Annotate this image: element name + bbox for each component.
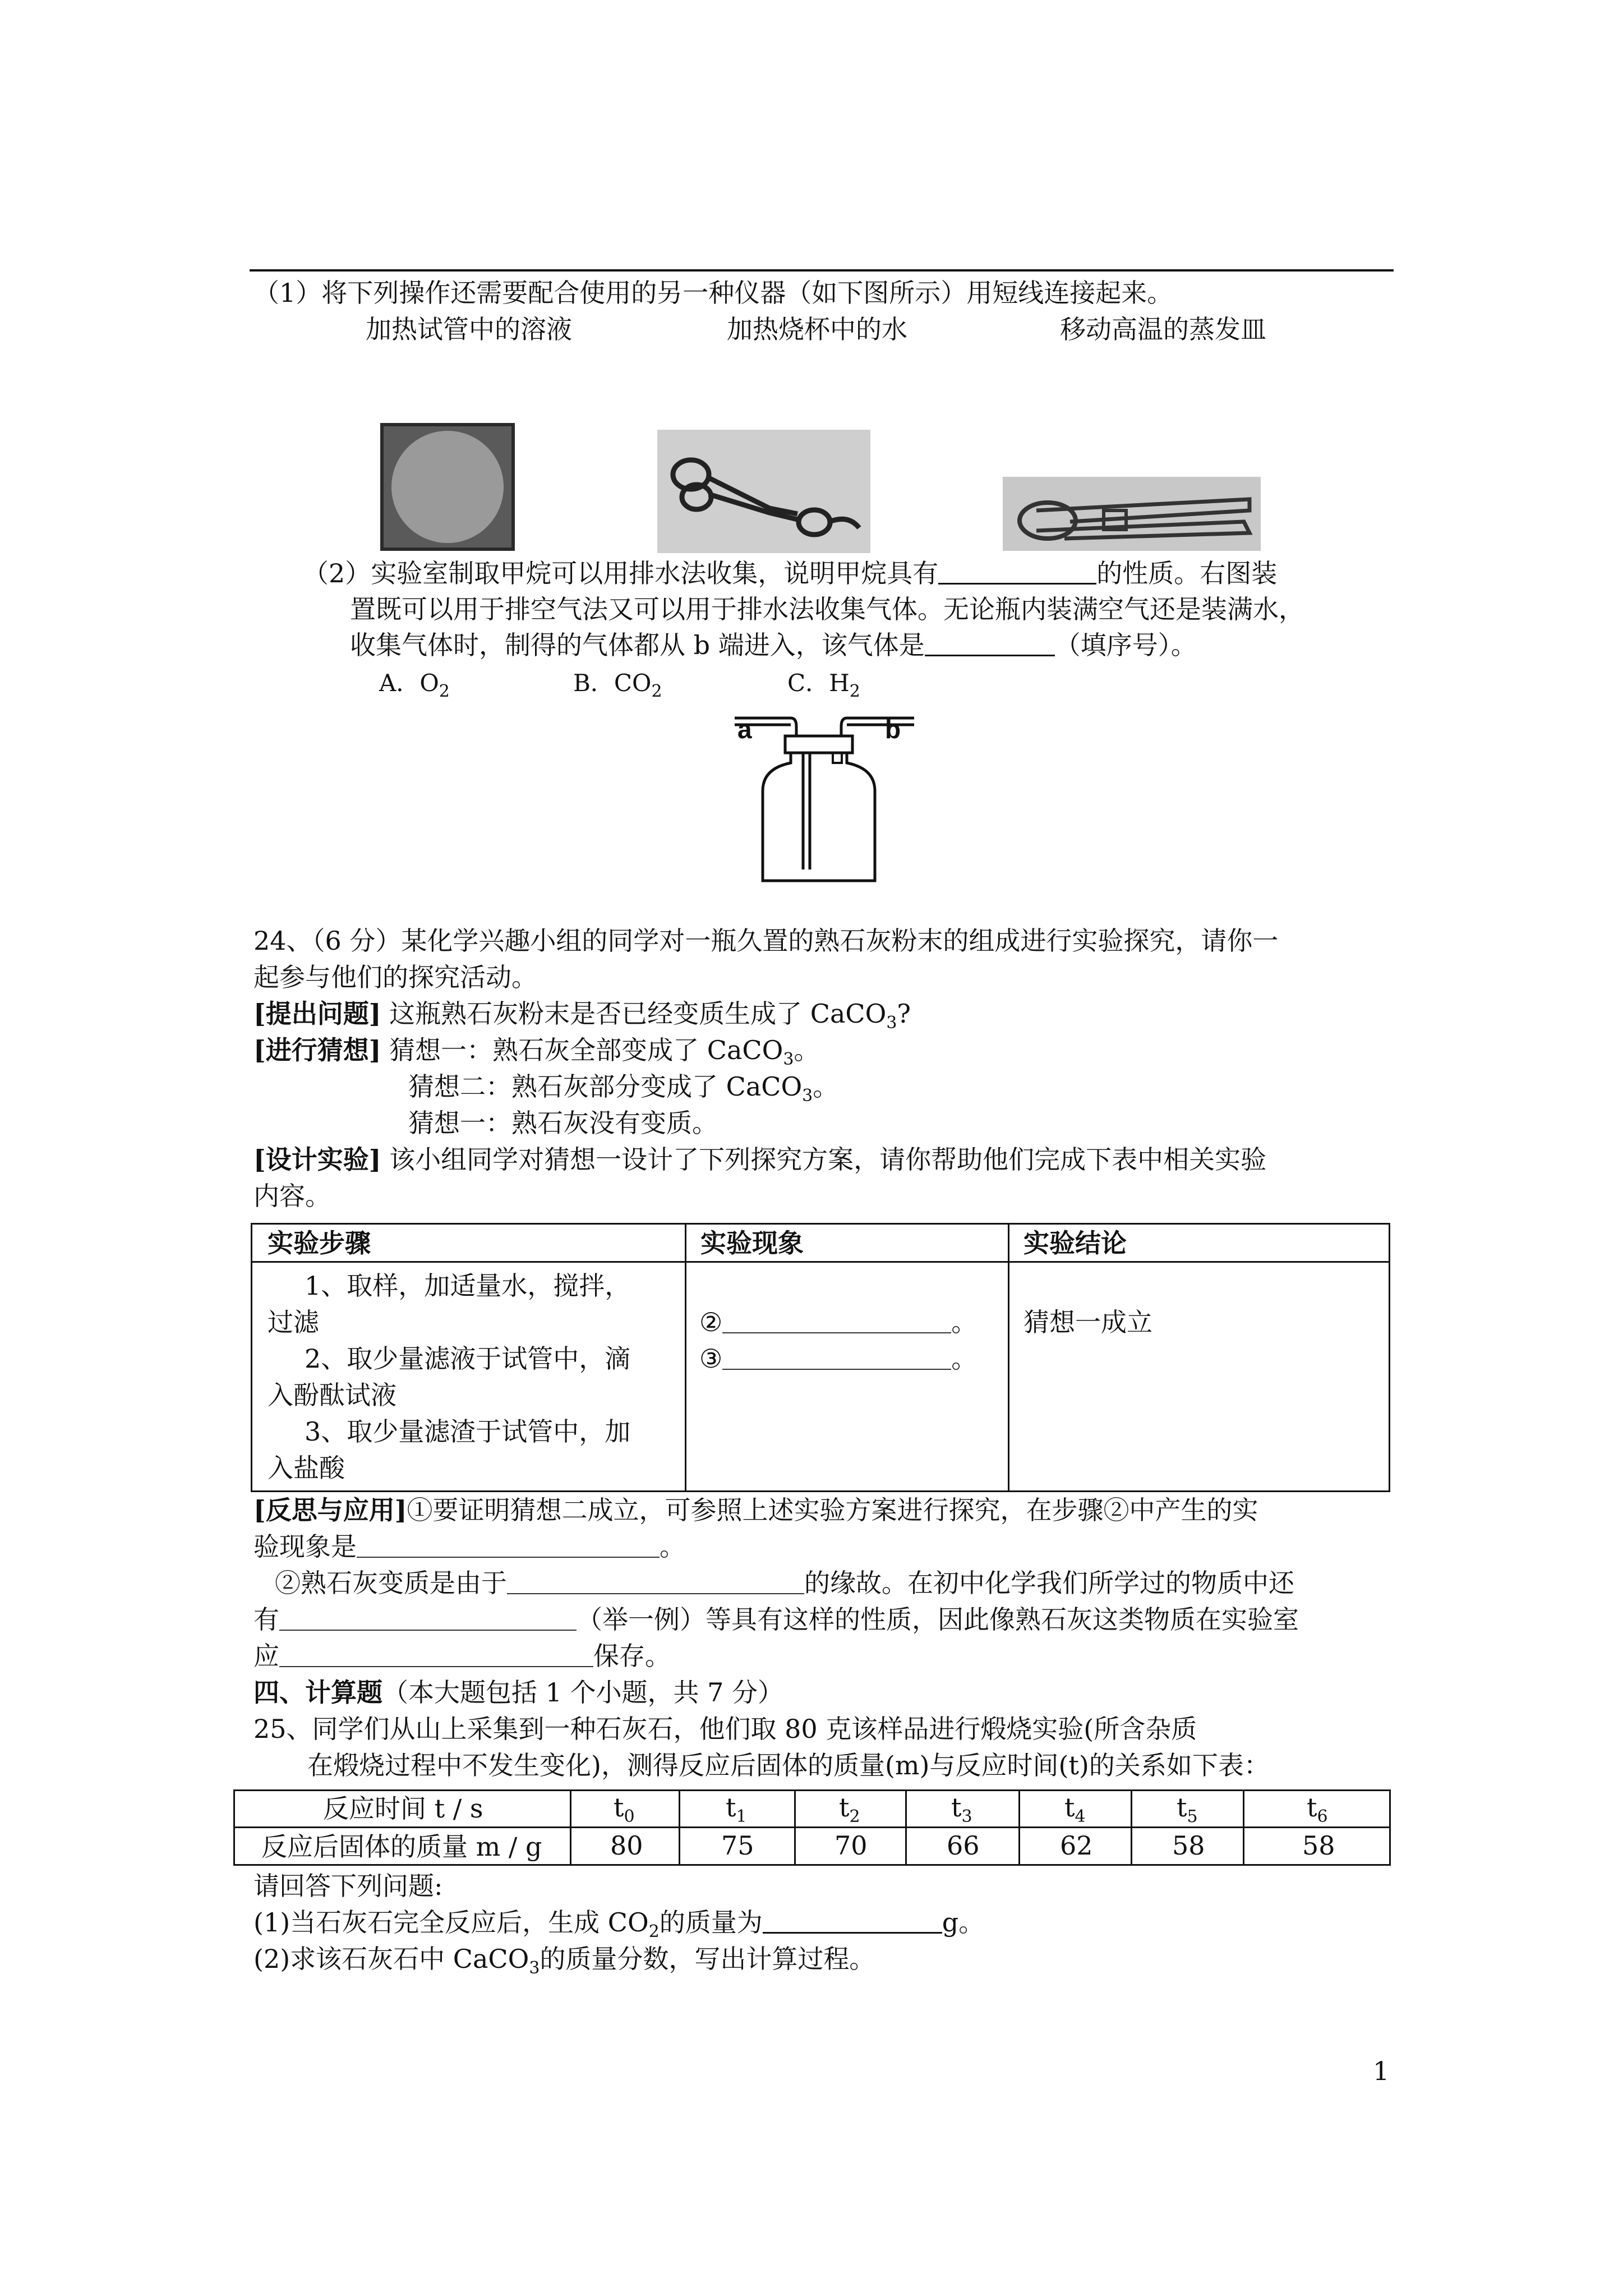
q24-intro-line2: 起参与他们的探究活动。 [253,962,537,992]
time-cell: $t_2$ [839,1792,860,1826]
header-rule [250,269,1394,272]
co2-mass-blank[interactable] [763,1907,942,1934]
q24-guess-2: 猜想二：熟石灰部分变成了 CaCO$_3$。 [408,1071,839,1106]
q24-guess-3: 猜想一：熟石灰没有变质。 [408,1108,718,1138]
methane-property-blank[interactable] [938,558,1096,585]
reflect-line2: 验现象是 。 [253,1531,685,1562]
q23-part1-instruction: （1）将下列操作还需要配合使用的另一种仪器（如下图所示）用短线连接起来。 [253,278,1173,308]
reflect-line4: 有 （举一例）等具有这样的性质，因此像熟石灰这类物质在实验室 [253,1604,1299,1635]
q23-part2-line2: 置既可以用于排空气法又可以用于排水法收集气体。无论瓶内装满空气还是装满水， [350,594,1304,624]
row-label-mass: 反应后固体的质量 m / g [261,1832,542,1862]
time-cell: $t_5$ [1177,1792,1198,1826]
mass-cell: 62 [1060,1830,1093,1861]
crucible-tongs-icon [657,430,870,553]
time-cell: $t_1$ [726,1792,747,1826]
option-c: C．$H_2$ [787,669,860,701]
q24-guess-1: [进行猜想] 猜想一：熟石灰全部变成了 CaCO$_3$。 [253,1035,820,1069]
step-3b: 入盐酸 [268,1453,345,1483]
q25-sub2: (2)求该石灰石中 CaCO$_3$的质量分数，写出计算过程。 [253,1944,875,1978]
mass-cell: 70 [834,1830,868,1861]
calcination-table [233,1789,1391,1866]
experiment-table [251,1223,1390,1492]
step-3a: 3、取少量滤渣于试管中，加 [305,1416,631,1447]
gas-collection-bottle-icon [729,701,920,886]
time-cell: $t_3$ [951,1792,972,1826]
table-header-conclusion: 实验结论 [1023,1228,1127,1258]
q24-intro-line1: 24、（6 分）某化学兴趣小组的同学对一瓶久置的熟石灰粉末的组成进行实验探究，请你一 [253,926,1279,956]
time-cell: $t_4$ [1064,1792,1086,1826]
phenomenon-2-blank[interactable] [722,1308,951,1333]
reflect-reason-blank[interactable] [507,1568,804,1594]
reflect-example-blank[interactable] [279,1605,577,1631]
step-2b: 入酚酞试液 [268,1380,396,1410]
reflect-line1: [反思与应用]①要证明猜想二成立，可参照上述实验方案进行探究，在步骤②中产生的实 [253,1495,1258,1525]
operation-3: 移动高温的蒸发皿 [1060,314,1266,344]
reflect-line5: 应 保存。 [253,1641,671,1671]
q24-design: [设计实验] 该小组同学对猜想一设计了下列探究方案，请你帮助他们完成下表中相关实验 [253,1144,1267,1175]
mass-cell: 58 [1302,1830,1335,1861]
table-header-steps: 实验步骤 [268,1228,371,1258]
time-cell: $t_0$ [614,1792,635,1826]
reflect-storage-blank[interactable] [279,1641,593,1667]
gas-choice-blank[interactable] [925,630,1055,656]
step-1b: 过滤 [268,1307,319,1337]
reflect-line3: ②熟石灰变质是由于 的缘故。在初中化学我们所学过的物质中还 [275,1568,1294,1598]
bottle-label-a: a [737,715,752,744]
mass-cell: 66 [947,1830,980,1861]
conclusion-text: 猜想一成立 [1023,1307,1152,1337]
table-header-phenomena: 实验现象 [700,1228,804,1258]
row-label-time: 反应时间 t / s [323,1793,483,1824]
phenomenon-2-row: ② 。 [699,1307,978,1337]
operation-2: 加热烧杯中的水 [727,314,907,344]
page-number: 1 [1373,2056,1390,2086]
reflect-phenomenon-blank[interactable] [357,1532,660,1558]
option-a: A．$O_2$ [379,669,450,701]
q24-design-2: 内容。 [253,1181,331,1211]
q23-part2-line3: 收集气体时，制得的气体都从 b 端进入，该气体是 （填序号）。 [350,630,1197,660]
step-1a: 1、取样，加适量水，搅拌， [305,1271,631,1301]
section-4-heading: 四、计算题（本大题包括 1 个小题，共 7 分） [253,1677,784,1708]
q25-line1: 25、同学们从山上采集到一种石灰石，他们取 80 克该样品进行煅烧实验(所含杂质 [253,1714,1197,1744]
asbestos-net-icon [380,423,515,551]
q23-part2-line1: （2）实验室制取甲烷可以用排水法收集，说明甲烷具有 的性质。右图装 [303,558,1278,588]
q25-line2: 在煅烧过程中不发生变化)，测得反应后固体的质量(m)与反应时间(t)的关系如下表： [307,1750,1270,1780]
q25-prompt: 请回答下列问题: [253,1871,443,1901]
q24-question: [提出问题] 这瓶熟石灰粉末是否已经变质生成了 CaCO$_3$? [253,999,911,1033]
mass-cell: 80 [610,1830,643,1861]
q25-sub1: (1)当石灰石完全反应后，生成 $CO_2$的质量为 g。 [253,1907,985,1941]
option-b: B．$CO_2$ [573,669,662,701]
step-2a: 2、取少量滤液于试管中，滴 [305,1343,631,1374]
mass-cell: 75 [721,1830,754,1861]
time-cell: $t_6$ [1307,1792,1328,1826]
phenomenon-3-row: ③ 。 [699,1343,978,1374]
phenomenon-3-blank[interactable] [722,1344,951,1370]
operation-1: 加热试管中的溶液 [366,314,572,344]
bottle-label-b: b [885,715,901,744]
test-tube-holder-icon [1003,477,1261,551]
mass-cell: 58 [1172,1830,1205,1861]
